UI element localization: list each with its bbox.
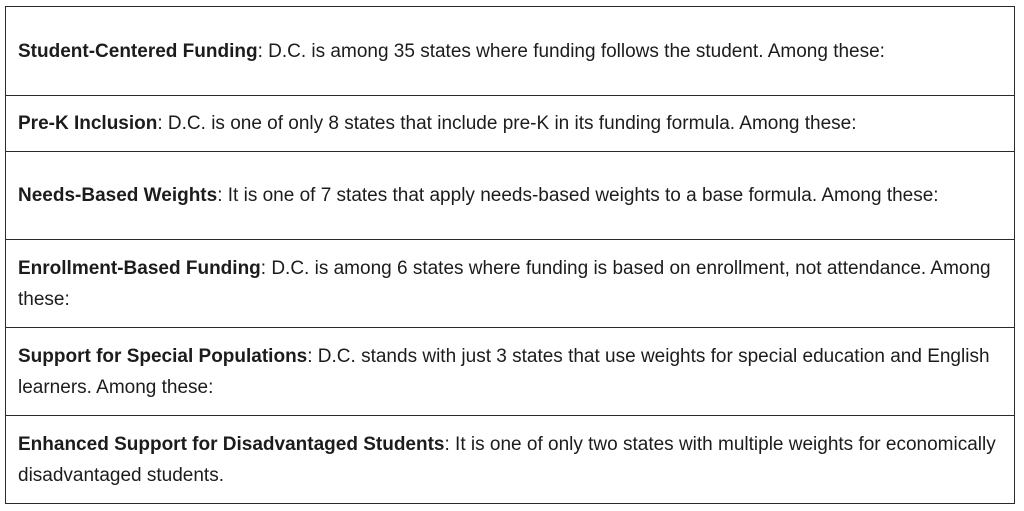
table-cell [18, 429, 1002, 491]
funding-comparison-table [5, 6, 1015, 504]
row-term: Needs-Based Weights [18, 185, 218, 206]
table-cell [18, 108, 1002, 139]
row-text: : D.C. is among 35 states where funding follows the student. Among these: [257, 40, 885, 62]
row-text: : D.C. stands with just 3 states that use weights for special education and English learners. Among these: [18, 345, 990, 398]
table-cell [18, 341, 1002, 403]
table-row [6, 415, 1014, 503]
row-term: Pre-K Inclusion [18, 113, 158, 134]
table-row [6, 7, 1014, 95]
row-term: Enhanced Support for Disadvantaged Students [18, 433, 445, 455]
table-row [6, 151, 1014, 239]
row-text: : It is one of 7 states that apply needs-based weights to a base formula. Among these: [217, 185, 939, 206]
row-text: : D.C. is one of only 8 states that include pre-K in its funding formula. Among these: [157, 113, 857, 134]
table-cell [18, 180, 1002, 211]
table-cell [18, 36, 1002, 67]
table-row [6, 239, 1014, 327]
row-text: : D.C. is among 6 states where funding is based on enrollment, not attendance. Among these: [18, 257, 991, 310]
table-row [6, 95, 1014, 151]
row-text: : It is one of only two states with multiple weights for economically disadvantaged students. [18, 433, 996, 486]
table-cell [18, 253, 1002, 315]
table-row [6, 327, 1014, 415]
row-term: Support for Special Populations [18, 345, 308, 367]
row-term: Student-Centered Funding [18, 40, 258, 62]
row-term: Enrollment-Based Funding [18, 257, 261, 279]
